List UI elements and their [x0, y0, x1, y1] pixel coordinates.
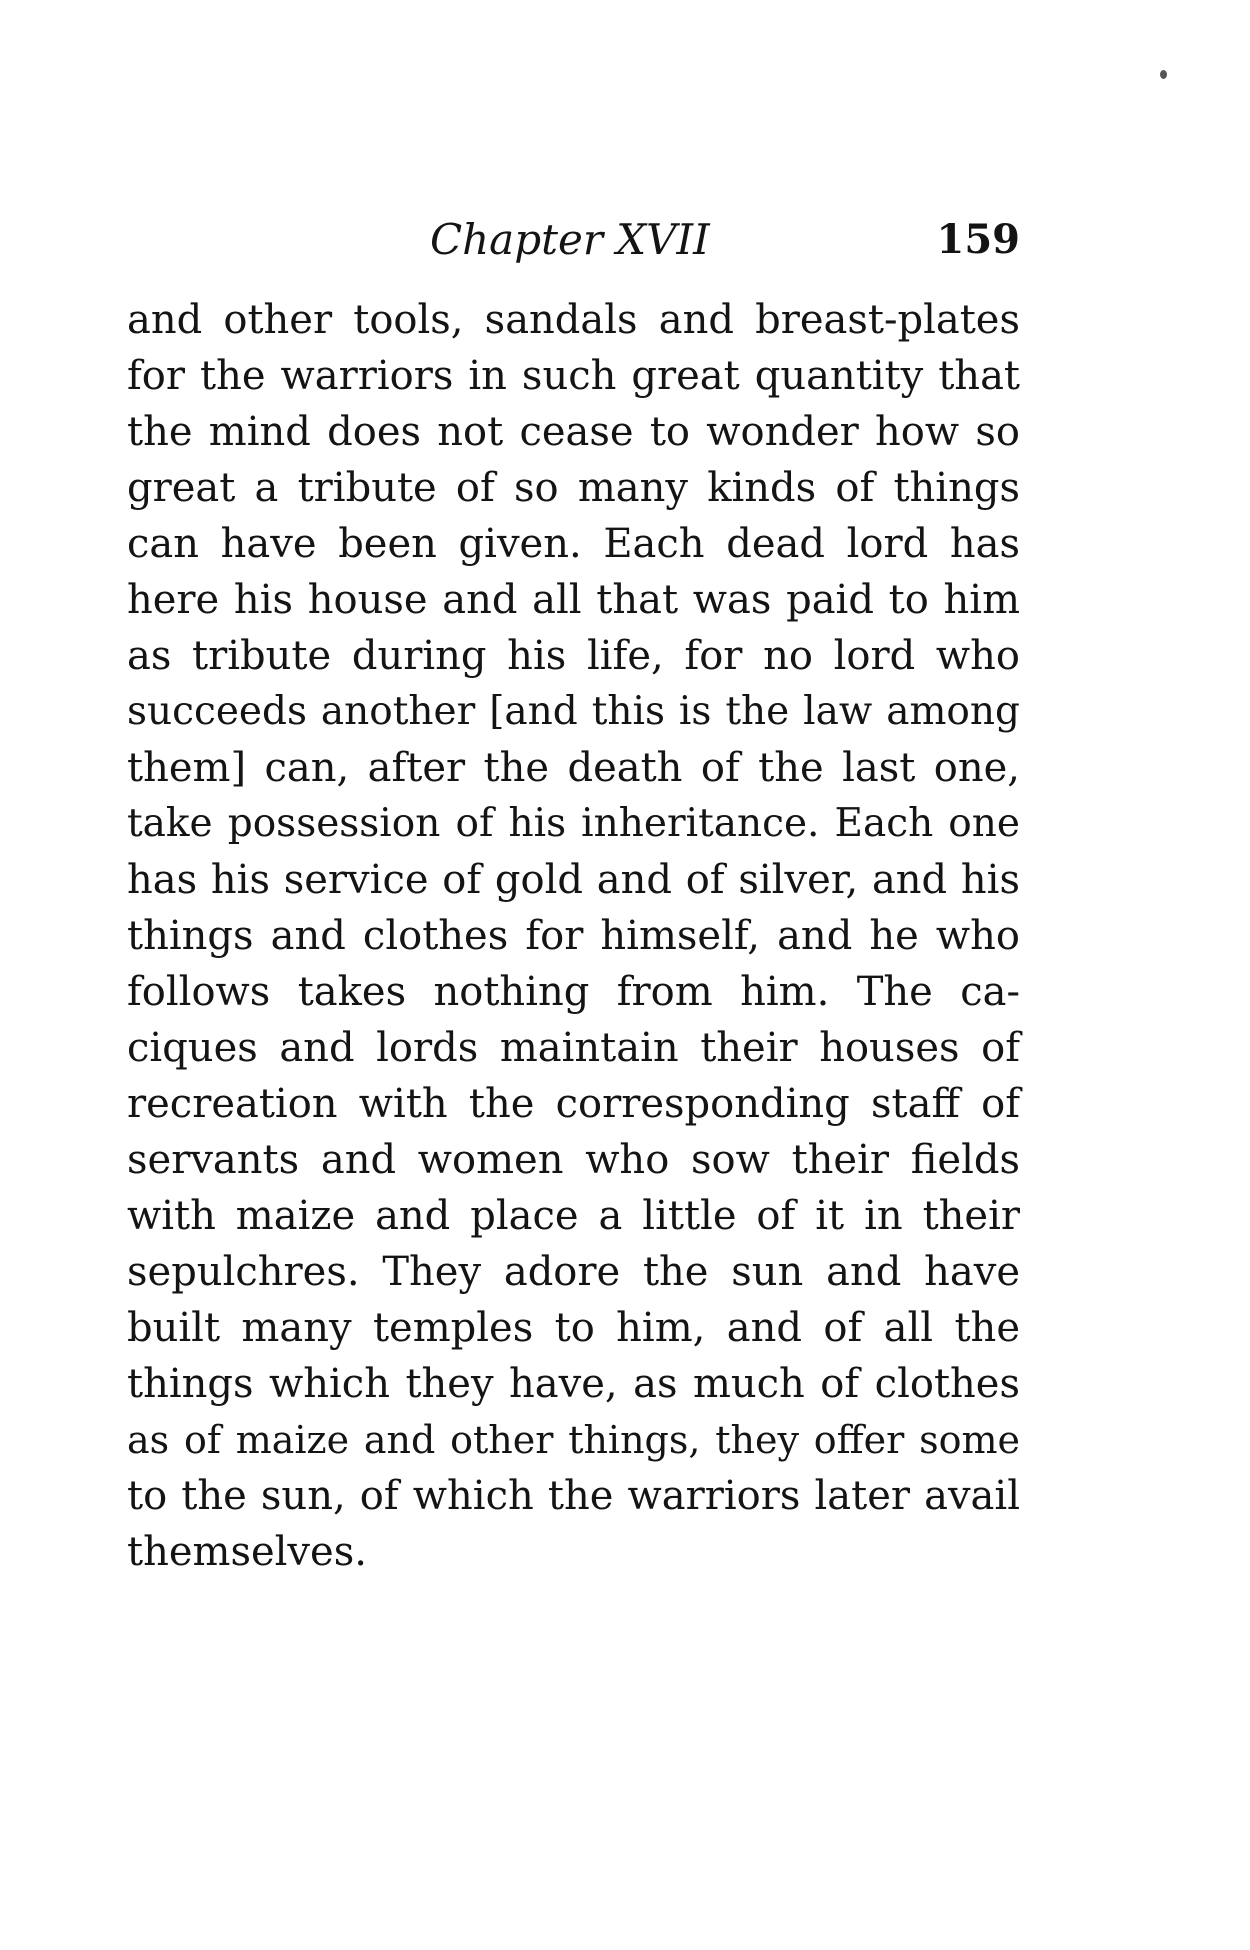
running-head	[127, 212, 1020, 268]
text-line: succeeds another [and this is the law among	[127, 689, 1020, 734]
text-line: can have been given. Each dead lord has	[127, 521, 1020, 567]
text-line: as tribute during his life, for no lord who	[127, 633, 1020, 679]
body-text	[127, 292, 1020, 1580]
text-line: follows takes nothing from him. The ca-	[127, 969, 1020, 1015]
text-line: built many temples to him, and of all the	[127, 1305, 1020, 1351]
text-line: the mind does not cease to wonder how so	[127, 409, 1020, 455]
text-line: them] can, after the death of the last one,	[127, 745, 1020, 791]
text-line: here his house and all that was paid to him	[127, 577, 1020, 623]
text-line: great a tribute of so many kinds of things	[127, 465, 1020, 511]
text-line: servants and women who sow their fields	[127, 1137, 1020, 1183]
text-line: recreation with the corresponding staff of	[127, 1081, 1020, 1127]
text-line: with maize and place a little of it in their	[127, 1193, 1020, 1239]
text-line: ciques and lords maintain their houses of	[127, 1025, 1020, 1071]
text-line: sepulchres. They adore the sun and have	[127, 1249, 1020, 1295]
text-line: things and clothes for himself, and he who	[127, 913, 1020, 959]
ink-speck	[1160, 70, 1167, 79]
text-line: to the sun, of which the warriors later avail	[127, 1473, 1020, 1519]
chapter-title: Chapter XVII	[430, 215, 710, 264]
text-line: for the warriors in such great quantity that	[127, 353, 1020, 399]
text-line: and other tools, sandals and breast-plates	[127, 297, 1020, 343]
text-line: has his service of gold and of silver, and his	[127, 857, 1020, 903]
text-line: things which they have, as much of clothes	[127, 1361, 1020, 1407]
text-line: as of maize and other things, they offer some	[127, 1418, 1020, 1462]
text-line: take possession of his inheritance. Each one	[127, 801, 1020, 846]
page-number: 159	[936, 216, 1020, 263]
text-line: themselves.	[127, 1529, 367, 1575]
